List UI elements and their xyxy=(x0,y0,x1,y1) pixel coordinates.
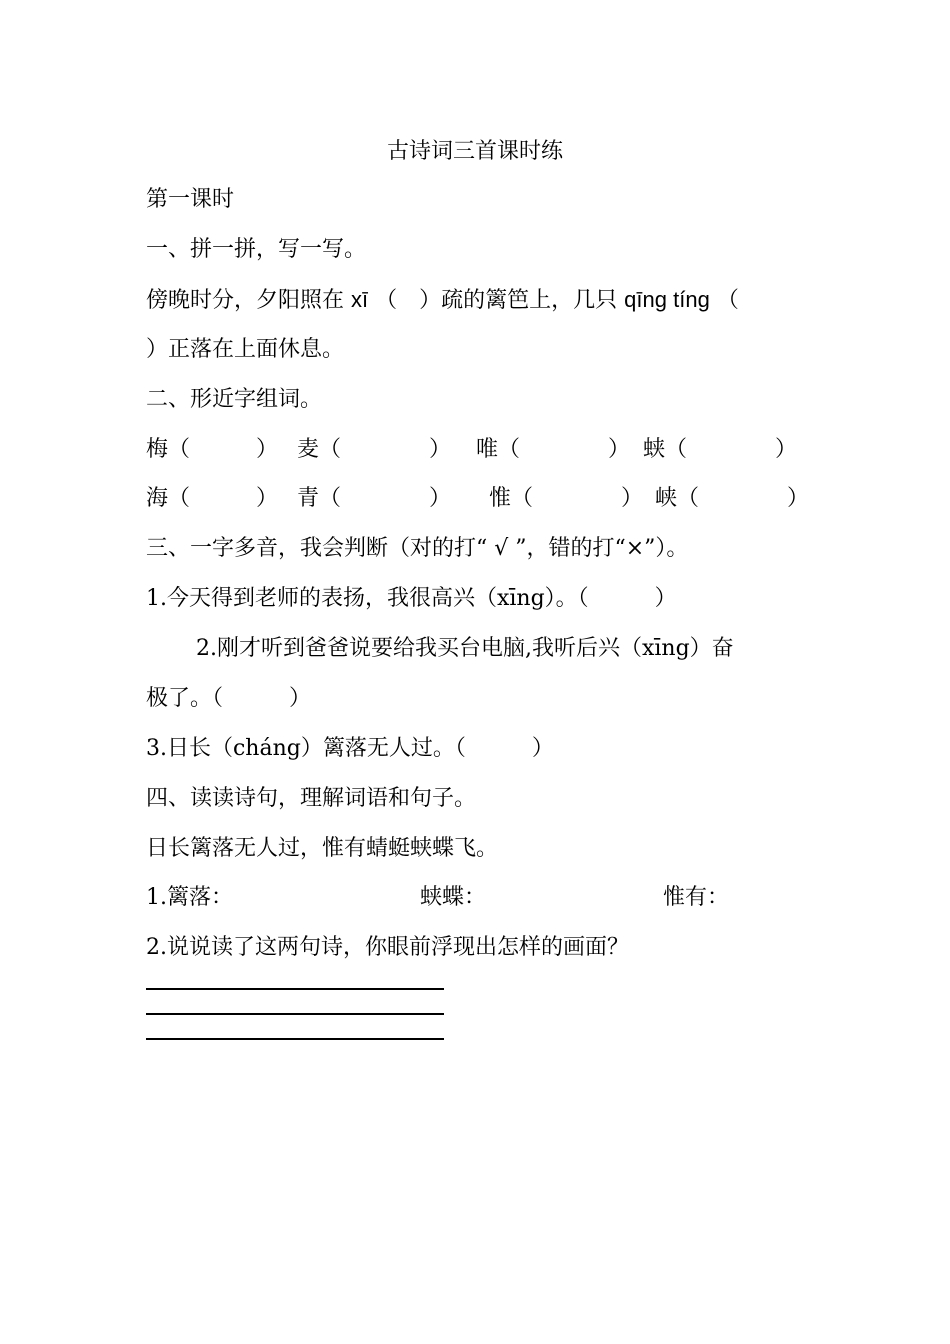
word-group-mei[interactable]: 梅（ ） xyxy=(146,437,279,462)
section3-question-1: 1.今天得到老师的表扬，我很高兴（xīng）。（ ） xyxy=(146,586,677,611)
term-liluo: 1.篱落： xyxy=(146,885,233,910)
answer-blank-1[interactable]: （ ） xyxy=(375,288,442,313)
pinyin-qingting: qīng tíng xyxy=(624,287,710,312)
word-group-wei[interactable]: 唯（ ） xyxy=(476,437,631,462)
section2-heading: 二、形近字组词。 xyxy=(146,387,323,412)
section4-question-2: 2.说说读了这两句诗，你眼前浮现出怎样的画面？ xyxy=(146,935,629,960)
word-group-xia[interactable]: 峡（ ） xyxy=(655,486,810,511)
answer-line-2[interactable] xyxy=(146,1013,444,1015)
word-group-qing[interactable]: 青（ ） xyxy=(297,486,452,511)
section3-question-2-line1: 2.刚才听到爸爸说要给我买台电脑,我听后兴（xīng）奋 xyxy=(196,636,734,661)
section1-heading: 一、拼一拼，写一写。 xyxy=(146,237,367,262)
term-jiadie: 蛱蝶： xyxy=(420,885,487,910)
word-group-mai[interactable]: 麦（ ） xyxy=(297,437,452,462)
section3-heading: 三、一字多音，我会判断（对的打“ √ ”，错的打“×”）。 xyxy=(146,536,689,561)
answer-blank-2-open[interactable]: （ xyxy=(716,288,739,313)
section4-heading: 四、读读诗句，理解词语和句子。 xyxy=(146,786,477,811)
answer-line-1[interactable] xyxy=(146,988,444,990)
sentence-part-b: 疏的篱笆上，几只 xyxy=(441,288,618,313)
word-group-hai[interactable]: 海（ ） xyxy=(146,486,279,511)
page-title: 古诗词三首课时练 xyxy=(386,139,563,164)
pinyin-xi: xī xyxy=(351,287,369,312)
section3-question-2-line2: 极了。（ ） xyxy=(146,686,312,711)
section3-question-3: 3.日长（cháng）篱落无人过。（ ） xyxy=(146,736,554,761)
answer-line-3[interactable] xyxy=(146,1038,444,1040)
word-group-wei2[interactable]: 惟（ ） xyxy=(489,486,644,511)
lesson-label: 第一课时 xyxy=(146,187,235,212)
section1-sentence-line2: ）正落在上面休息。 xyxy=(146,337,345,362)
sentence-part-a: 傍晚时分，夕阳照在 xyxy=(146,288,345,313)
term-weiyou: 惟有： xyxy=(663,885,730,910)
poem-line: 日长篱落无人过，惟有蜻蜓蛱蝶飞。 xyxy=(146,836,499,861)
word-group-jia[interactable]: 蛱（ ） xyxy=(643,437,798,462)
section1-sentence-line1 xyxy=(146,285,739,316)
